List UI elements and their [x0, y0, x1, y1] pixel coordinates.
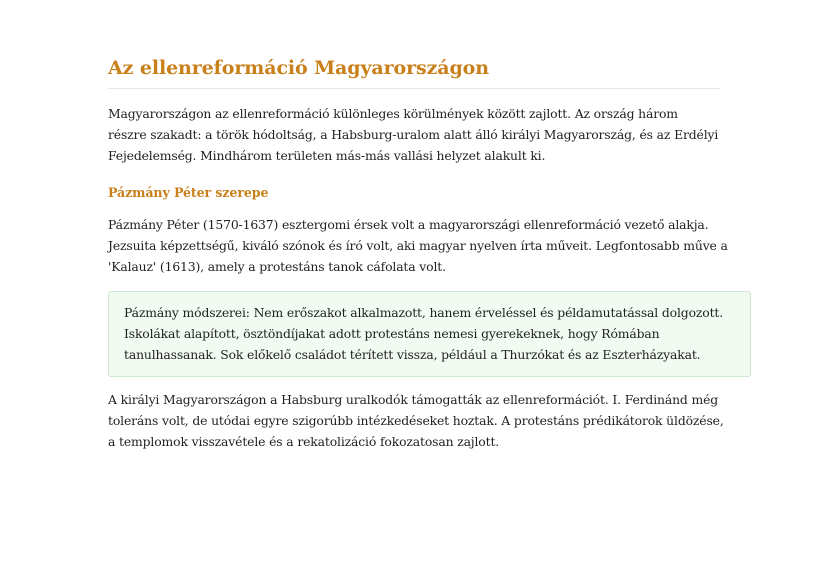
- page-title: Az ellenreformáció Magyarországon: [108, 57, 489, 79]
- intro-paragraph: Magyarországon az ellenreformáció különleges körülmények között zajlott. Az ország három részre szakadt: a török hódoltság, a Habsburg-uralom alatt álló királyi Magyarország, és az Erdélyi Fejedelemség. Mindhárom területen más-más vallási helyzet alakult ki.: [108, 106, 719, 163]
- closing-paragraph: A királyi Magyarországon a Habsburg uralkodók támogatták az ellenreformációt. I. Ferdinánd még toleráns volt, de utódai egyre szigorúbb intézkedéseket hoztak. A protestáns prédikátorok üldözése, a templomok visszavétele és a rekatolizáció fokozatosan zajlott.: [108, 392, 724, 449]
- callout-text: Pázmány módszerei: Nem erőszakot alkalmazott, hanem érveléssel és példamutatással dolgozott. Iskolákat alapított, ösztöndíjakat adott protestáns nemesi gyerekeknek, hogy Rómában tanulhassanak. Sok előkelő családot térített vissza, például a Thurzókat és az Eszterházyakat.: [124, 305, 724, 362]
- title-divider: [108, 88, 720, 89]
- article: [108, 54, 752, 452]
- section-paragraph: Pázmány Péter (1570-1637) esztergomi érsek volt a magyarországi ellenreformáció vezető alakja. Jezsuita képzettségű, kiváló szónok és író volt, aki magyar nyelven írta műveit. Legfontosabb műve a 'Kalauz' (1613), amely a protestáns tanok cáfolata volt.: [108, 217, 728, 274]
- section-heading: Pázmány Péter szerepe: [108, 185, 269, 200]
- callout-box: [108, 291, 751, 377]
